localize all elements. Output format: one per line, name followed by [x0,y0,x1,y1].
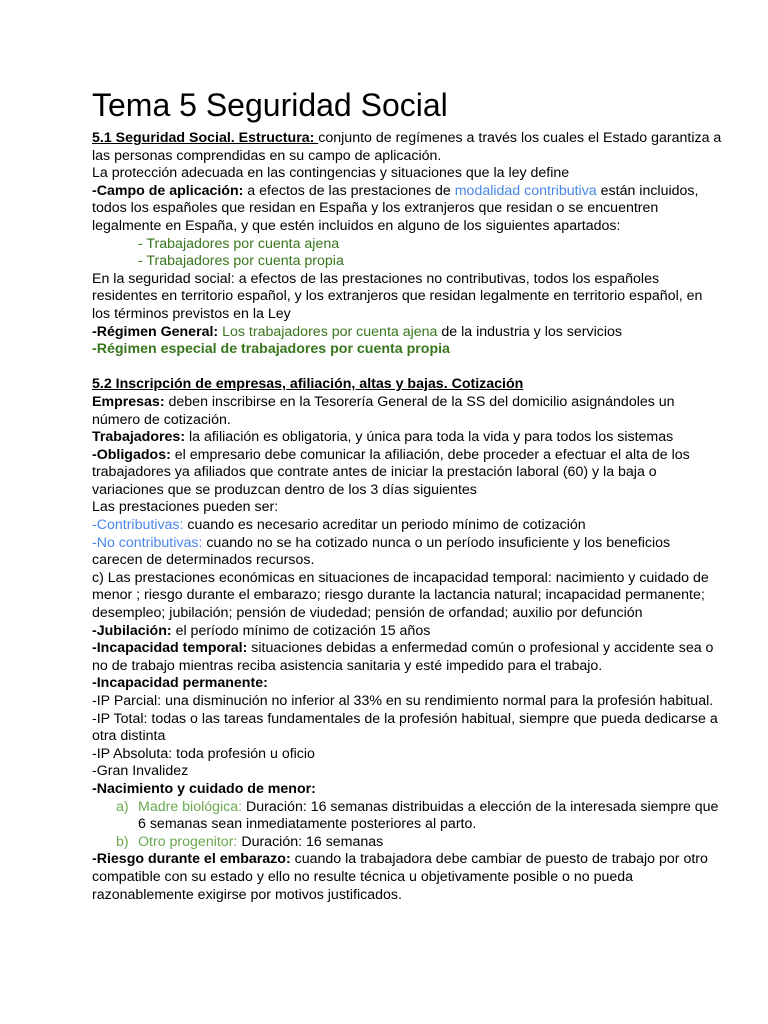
gran-invalidez-paragraph: -Gran Invalidez [92,763,189,780]
list-item-cuenta-propia: - Trabajadores por cuenta propia [138,253,344,270]
section-2-heading: 5.2 Inscripción de empresas, afiliación, altas y bajas. Cotización [92,376,524,393]
contributivas-paragraph [92,517,724,535]
proteccion-paragraph: La protección adecuada en las contingencias y situaciones que la ley define [92,165,570,182]
document-title: Tema 5 Seguridad Social [92,87,448,123]
obligados-text: el empresario debe comunicar la afiliación, debe proceder a efectuar el alta de los trabajadores ya afiliados que contrate antes de iniciar la prestación laboral (60) y la baja o variaciones que se produzcan dentro de los 3 días siguientes [92,446,690,498]
contributivas-text: cuando es necesario acreditar un periodo mínimo de cotización [183,517,586,534]
document-page [92,84,724,904]
no-contributivas-label: -No contributivas: [92,534,203,551]
ip-absoluta-paragraph: -IP Absoluta: toda profesión u oficio [92,745,315,762]
trabajadores-paragraph [92,429,724,447]
nacimiento-label: -Nacimiento y cuidado de menor: [92,780,316,797]
contributivas-label: -Contributivas: [92,517,184,534]
campo-aplicacion-text-a: a efectos de las prestaciones de [243,182,455,199]
section-1-heading: 5.1 Seguridad Social. Estructura: [92,130,319,146]
incapacidad-temporal-text: situaciones debidas a enfermedad común o profesional y accidente sea o no de trabajo mientras reciba asistencia sanitaria y esté impedido para el trabajo. [92,640,714,674]
list-item-madre-biologica [92,799,724,834]
riesgo-embarazo-text: cuando la trabajadora debe cambiar de puesto de trabajo por otro compatible con su estado y ello no resulte técnica u objetivamente posible o no pueda razonablemente exigirse por motivos justificados. [92,851,708,903]
section-1-intro-text: conjunto de regímenes a través los cuales el Estado garantiza a las personas comprendidas en su campo de aplicación. [92,130,722,164]
regimen-especial-heading: -Régimen especial de trabajadores por cuenta propia [92,341,450,358]
riesgo-embarazo-label: -Riesgo durante el embarazo: [92,851,291,868]
modalidad-contributiva-link[interactable]: modalidad contributiva [454,182,597,199]
no-contributivas-text: cuando no se ha cotizado nunca o un período insuficiente y los beneficios carecen de determinados recursos. [92,534,671,569]
campo-aplicacion-label: -Campo de aplicación: [92,182,244,199]
campo-aplicacion-paragraph [92,183,724,236]
obligados-label: -Obligados: [92,446,171,463]
obligados-paragraph [92,447,724,500]
document-body [92,130,724,904]
incapacidad-temporal-paragraph [92,640,724,675]
regimen-general-paragraph [92,324,724,342]
prestaciones-intro: Las prestaciones pueden ser: [92,499,279,516]
otro-progenitor-text: Duración: 16 semanas [237,833,384,850]
list-item-otro-progenitor [92,834,724,852]
no-contributivas-paragraph: En la seguridad social: a efectos de las prestaciones no contributivas, todos los españoles residentes en territorio español, y los extranjeros que residan legalmente en territorio español, en los términos previstos en la Ley [92,270,703,322]
ip-parcial-paragraph: -IP Parcial: una disminución no inferior al 33% en su rendimiento normal para la profesión habitual. [92,693,714,709]
spacer [92,359,724,377]
jubilacion-paragraph [92,623,724,641]
jubilacion-label: -Jubilación: [92,622,172,639]
section-1-intro [92,130,724,165]
list-item-cuenta-ajena: - Trabajadores por cuenta ajena [138,235,340,252]
prestaciones-economicas-paragraph: c) Las prestaciones económicas en situaciones de incapacidad temporal: nacimiento y cuidado de menor ; riesgo durante el embarazo; riesgo durante la lactancia natural; incapacidad permanente; desempleo; jubilación; pensión de viudedad; pensión de orfandad; auxilio por defunción [92,569,709,622]
ip-total-paragraph: -IP Total: todas o las tareas fundamentales de la profesión habitual, siempre que pueda dedicarse a otra distinta [92,710,718,745]
empresas-text: deben inscribirse en la Tesorería General de la SS del domicilio asignándoles un número de cotización. [92,393,675,428]
incapacidad-permanente-label: -Incapacidad permanente: [92,675,268,692]
otro-progenitor-label: Otro progenitor: [138,833,238,850]
empresas-paragraph [92,394,724,429]
regimen-general-label: -Régimen General: [92,323,219,340]
campo-aplicacion-text-b: están incluidos, todos los españoles que residan en España y los extranjeros que residan o se encuentren legalmente en España, y que estén incluidos en alguno de los siguientes apartados: [92,182,699,234]
trabajadores-text: la afiliación es obligatoria, y única para toda la vida y para todos los sistemas [185,429,674,446]
jubilacion-text: el período mínimo de cotización 15 años [171,622,431,639]
no-contributivas-item [92,535,724,570]
trabajadores-label: Trabajadores: [92,429,186,446]
list-marker: b) [116,833,129,850]
madre-biologica-text: Duración: 16 semanas distribuidas a elección de la interesada siempre que 6 semanas sean inmediatamente posteriores al parto. [138,798,719,833]
regimen-general-text: de la industria y los servicios [437,323,622,340]
riesgo-embarazo-paragraph [92,851,724,904]
madre-biologica-label: Madre biológica: [138,798,243,815]
list-marker: a) [116,798,129,815]
incapacidad-temporal-label: -Incapacidad temporal: [92,640,248,657]
regimen-general-highlight: Los trabajadores por cuenta ajena [218,323,438,340]
empresas-label: Empresas: [92,393,165,410]
